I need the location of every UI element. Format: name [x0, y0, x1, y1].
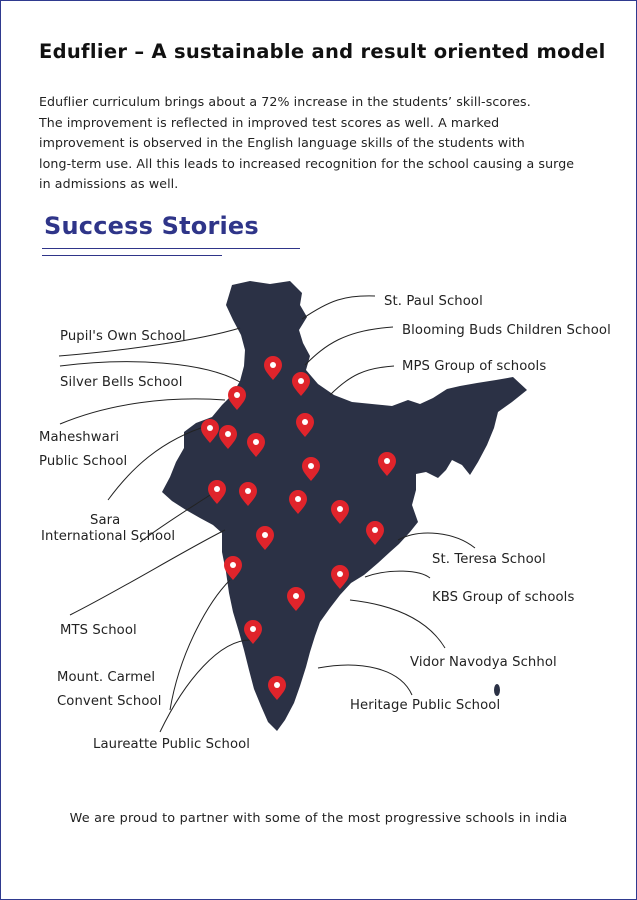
- intro-line: improvement is observed in the English language skills of the students with: [39, 135, 525, 150]
- school-label-blooming-buds: Blooming Buds Children School: [402, 323, 611, 338]
- school-label-mount-carmel: Mount. Carmel: [57, 670, 156, 685]
- school-label-mts: MTS School: [60, 623, 137, 638]
- intro-line: long-term use. All this leads to increased recognition for the school causing a surge: [39, 155, 575, 171]
- success-stories-heading: Success Stories: [44, 212, 259, 240]
- school-label-maheshwari: Maheshwari: [39, 430, 120, 445]
- intro-line: in admissions as well.: [39, 176, 179, 191]
- school-label-kbs: KBS Group of schools: [432, 590, 575, 605]
- school-label-vidor-navodya: Vidor Navodya Schhol: [410, 655, 557, 670]
- connector-line: [398, 533, 475, 548]
- school-label-st-paul: St. Paul School: [384, 294, 483, 309]
- footer-text: We are proud to partner with some of the most progressive schools in india: [69, 811, 568, 826]
- school-label-silver-bells: Silver Bells School: [60, 375, 183, 390]
- connector-line: [350, 600, 445, 648]
- school-label-laureatte: Laureatte Public School: [93, 737, 251, 752]
- connector-line: [170, 580, 230, 710]
- connector-line: [365, 571, 430, 578]
- connector-line: [305, 327, 393, 365]
- connector-line: [60, 399, 225, 424]
- connector-line: [318, 665, 412, 695]
- school-label-pupils-own: Pupil's Own School: [60, 329, 186, 344]
- intro-line: The improvement is reflected in improved test scores as well. A marked: [39, 114, 500, 130]
- connector-line: [160, 640, 250, 732]
- school-label-mps: MPS Group of schools: [402, 359, 547, 374]
- island-shape: [494, 684, 500, 696]
- school-label-st-teresa: St. Teresa School: [432, 552, 546, 567]
- school-label-sara: Sara: [90, 513, 121, 528]
- page-title: Eduflier – A sustainable and result oriented model: [39, 40, 606, 63]
- school-label-sara-2: International School: [41, 529, 176, 544]
- school-label-heritage: Heritage Public School: [350, 698, 501, 713]
- connector-line: [330, 366, 394, 395]
- school-label-maheshwari-2: Public School: [39, 454, 128, 469]
- connector-line: [302, 296, 375, 319]
- intro-line: Eduflier curriculum brings about a 72% increase in the students’ skill-scores.: [39, 94, 531, 109]
- school-label-mount-carmel-2: Convent School: [57, 694, 162, 709]
